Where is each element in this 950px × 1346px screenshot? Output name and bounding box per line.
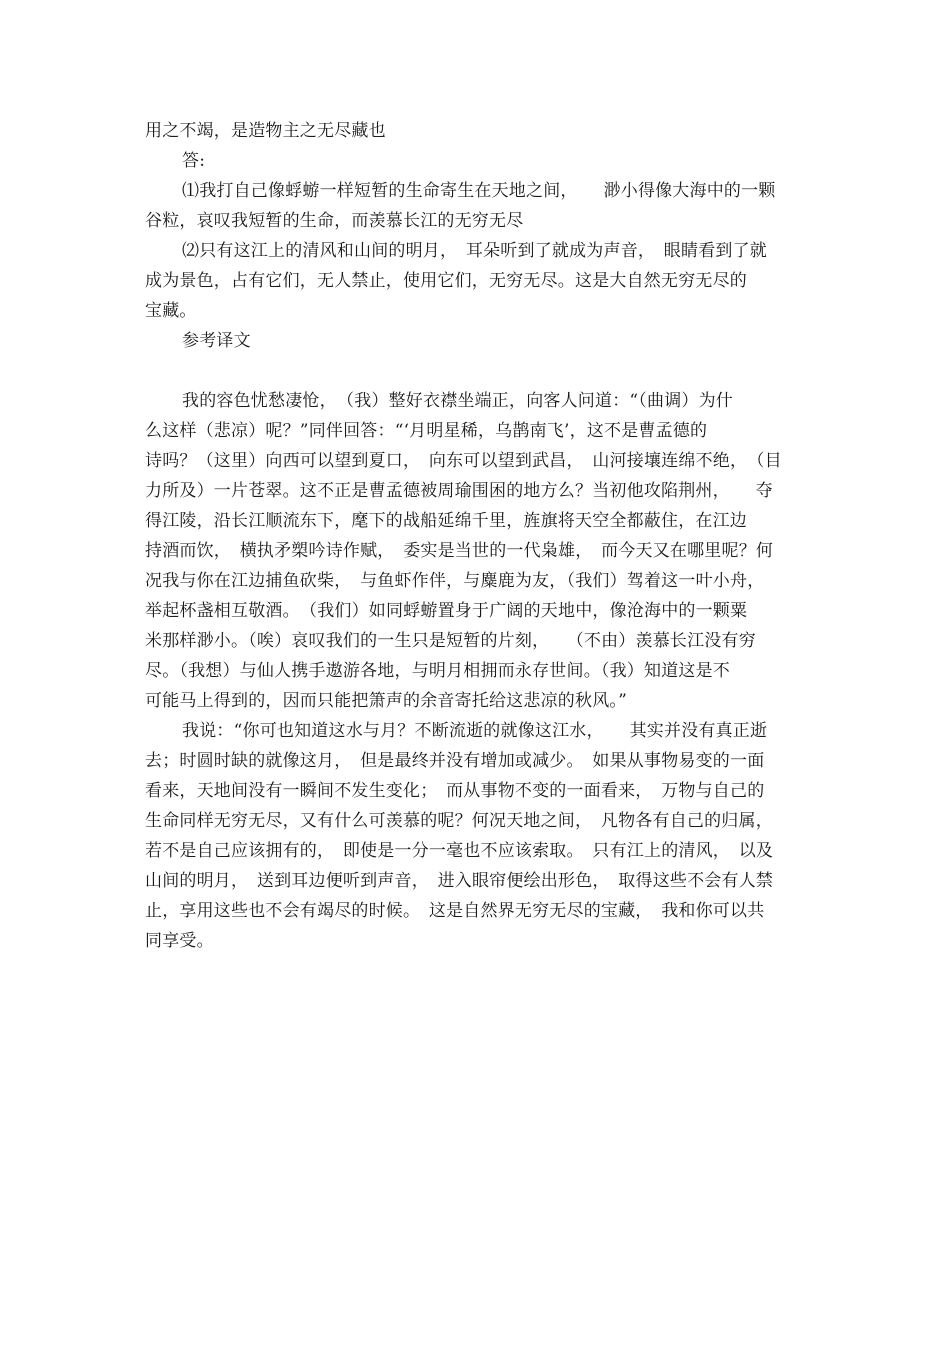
text-line: 我说：“你可也知道这水与月？不断流逝的就像这江水， 其实并没有真正逝 bbox=[182, 721, 768, 741]
blank-line bbox=[145, 356, 810, 386]
text-line: 山间的明月， 送到耳边便听到声音， 进入眼帘便绘出形色， 取得这些不会有人禁 bbox=[145, 871, 774, 891]
text-line: 尽。（我想）与仙人携手遨游各地，与明月相拥而永存世间。（我）知道这是不 bbox=[145, 661, 730, 681]
text-line: ⑵只有这江上的清风和山间的明月， 耳朵听到了就成为声音， 眼睛看到了就 bbox=[182, 241, 767, 261]
text-line: 米那样渺小。（唉）哀叹我们的一生只是短暂的片刻， （不由）羡慕长江没有穷 bbox=[145, 631, 756, 651]
text-line: 诗吗？（这里）向西可以望到夏口， 向东可以望到武昌， 山河接壤连绵不绝， （目 bbox=[145, 451, 782, 471]
text-line: 可能马上得到的，因而只能把箫声的余音寄托给这悲凉的秋风。” bbox=[145, 691, 627, 711]
text-line: 看来，天地间没有一瞬间不发生变化； 而从事物不变的一面看来， 万物与自己的 bbox=[145, 781, 765, 801]
text-line: 持酒而饮， 横执矛槊吟诗作赋， 委实是当世的一代枭雄， 而今天又在哪里呢？何 bbox=[145, 541, 774, 561]
text-line: 参考译文 bbox=[182, 331, 251, 351]
text-line: 我的容色忧愁凄怆， （我）整好衣襟坐端正，向客人问道：“（曲调）为什 bbox=[182, 391, 733, 411]
text-line: 么这样（悲凉）呢？”同伴回答：“‘月明星稀，乌鹊南飞’，这不是曹孟德的 bbox=[145, 421, 708, 441]
text-line: 去；时圆时缺的就像这月， 但是最终并没有增加或减少。 如果从事物易变的一面 bbox=[145, 751, 765, 771]
document-body bbox=[145, 116, 810, 956]
text-line: 况我与你在江边捕鱼砍柴， 与鱼虾作伴，与麋鹿为友，（我们）驾着这一叶小舟， bbox=[145, 571, 765, 591]
text-line: ⑴我打自己像蜉蝣一样短暂的生命寄生在天地之间， 渺小得像大海中的一颗 bbox=[182, 181, 776, 201]
text-line: 若不是自己应该拥有的， 即使是一分一毫也不应该索取。 只有江上的清风， 以及 bbox=[145, 841, 774, 861]
text-line: 谷粒，哀叹我短暂的生命，而羡慕长江的无穷无尽 bbox=[145, 211, 524, 231]
text-line: 得江陵，沿长江顺流东下，麾下的战船延绵千里，旌旗将天空全都蔽住，在江边 bbox=[145, 511, 747, 531]
text-line: 答: bbox=[182, 151, 206, 171]
text-line: 生命同样无穷无尽，又有什么可羡慕的呢？何况天地之间， 凡物各有自己的归属， bbox=[145, 811, 773, 831]
text-line: 用之不竭，是造物主之无尽藏也 bbox=[145, 121, 386, 141]
text-line: 举起杯盏相互敬酒。 （我们）如同蜉蝣置身于广阔的天地中，像沧海中的一颗粟 bbox=[145, 601, 748, 621]
text-line: 成为景色，占有它们，无人禁止，使用它们，无穷无尽。这是大自然无穷无尽的 bbox=[145, 271, 747, 291]
text-line: 力所及）一片苍翠。这不正是曹孟德被周瑜围困的地方么？当初他攻陷荆州， 夺 bbox=[145, 481, 773, 501]
text-line: 止，享用这些也不会有竭尽的时候。 这是自然界无穷无尽的宝藏， 我和你可以共 bbox=[145, 901, 765, 921]
text-line: 同享受。 bbox=[145, 931, 214, 951]
text-line: 宝藏。 bbox=[145, 301, 197, 321]
